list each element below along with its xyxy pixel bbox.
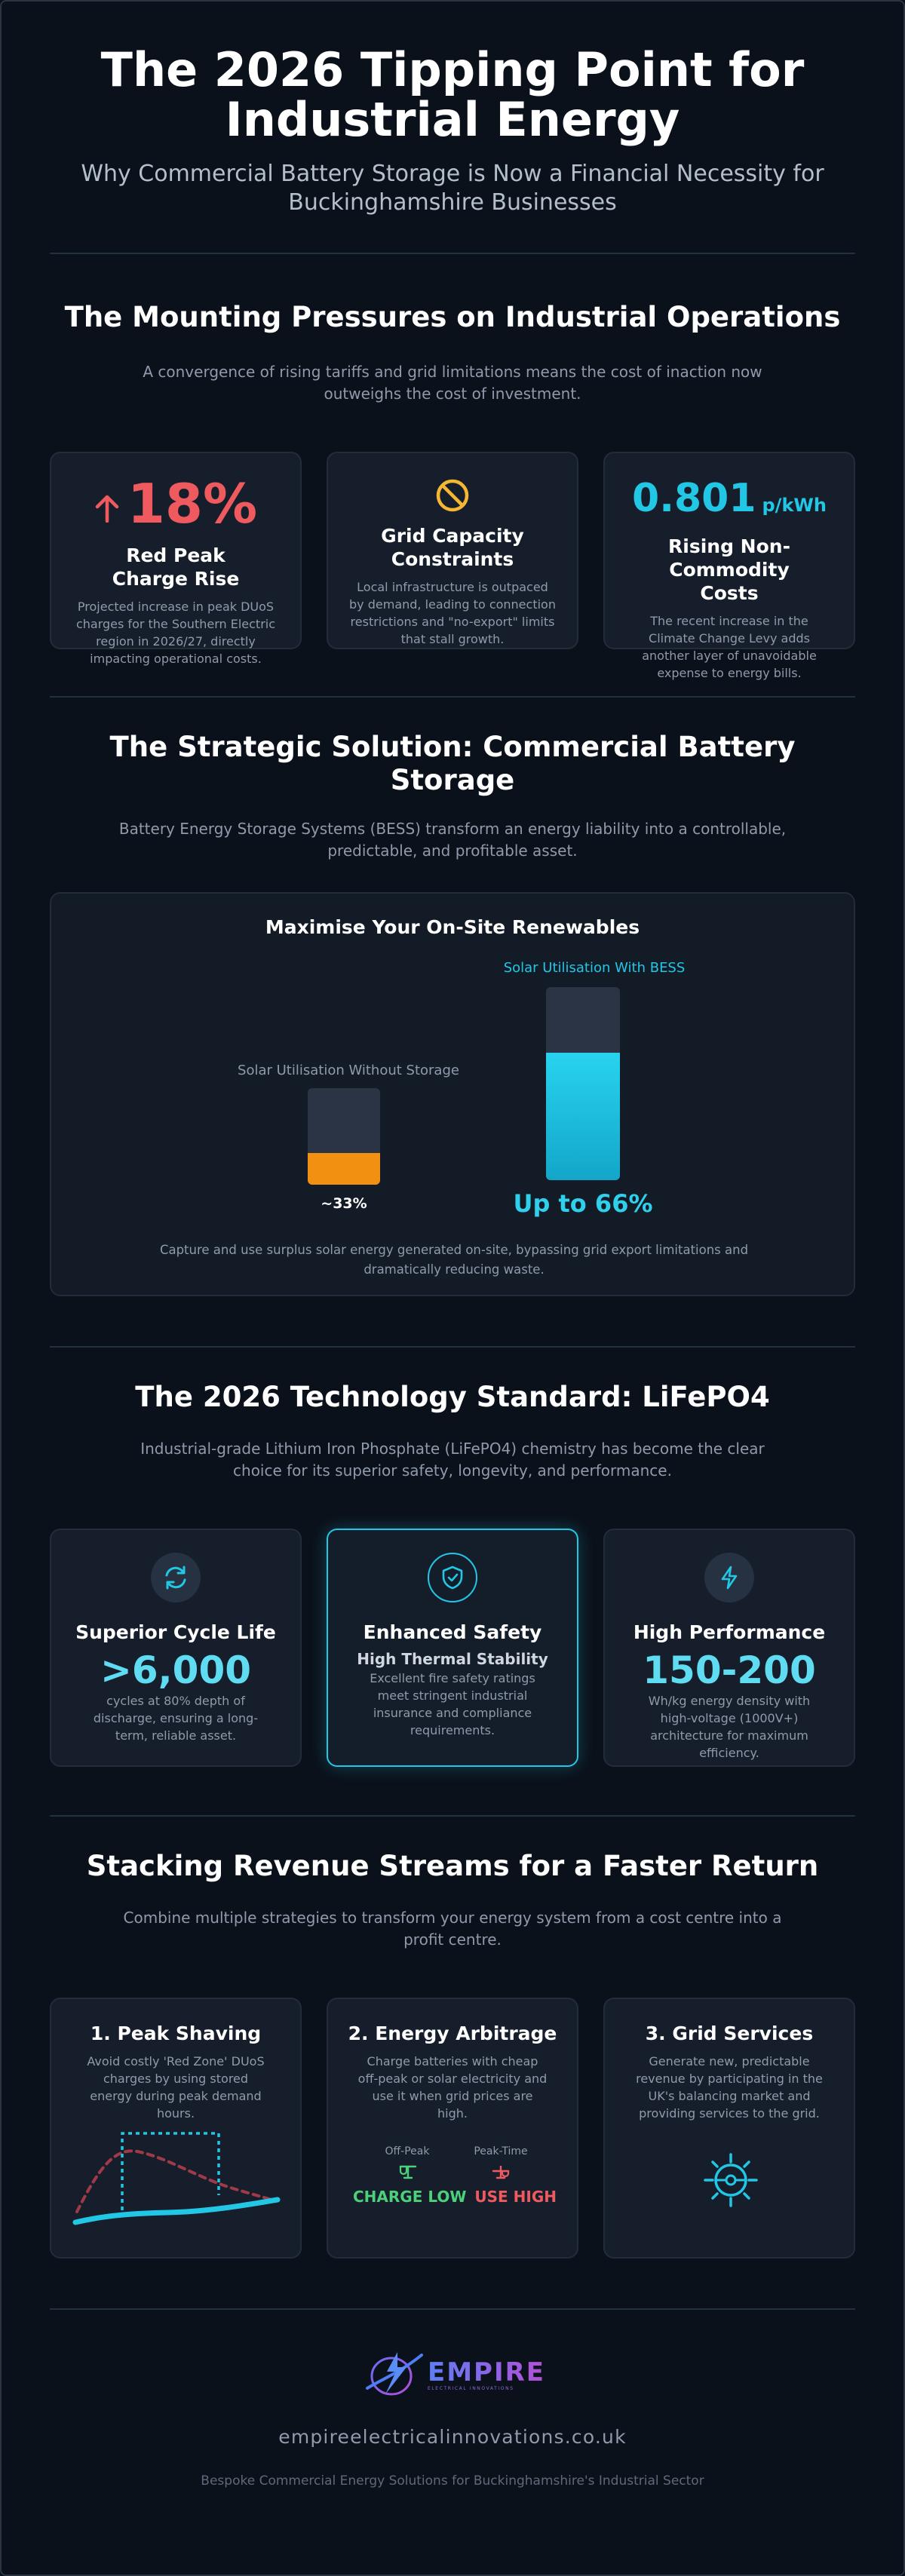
solution-section — [50, 698, 855, 1296]
card-description: Generate new, predictable revenue by participating in the UK's balancing market and providing services to the grid. — [636, 2054, 823, 2121]
technology-section — [50, 1348, 855, 1767]
without-storage-label: Solar Utilisation Without Storage — [238, 1063, 459, 1078]
lightning-globe-icon — [360, 2349, 425, 2399]
card-title: 1. Peak Shaving — [90, 2022, 262, 2044]
technology-lead: Industrial-grade Lithium Iron Phosphate (LiFePO4) chemistry has become the clear choice for its superior safety, longevity, and performance. — [140, 1440, 765, 1480]
pressures-section — [50, 254, 855, 680]
card-title: Red Peak Charge Rise — [112, 544, 240, 590]
solution-heading: The Strategic Solution: Commercial Battery Storage — [109, 731, 796, 796]
card-description: cycles at 80% depth of discharge, ensuring a long-term, reliable asset. — [93, 1694, 259, 1743]
without-storage-fill — [308, 1153, 380, 1185]
arbitrage-actions — [349, 2188, 560, 2206]
pressure-card-non-commodity — [603, 452, 855, 680]
card-title: Grid Capacity Constraints — [381, 525, 524, 570]
pressures-heading: The Mounting Pressures on Industrial Operations — [64, 301, 841, 333]
card-subtitle: High Thermal Stability — [357, 1650, 548, 1668]
card-title: Enhanced Safety — [363, 1621, 542, 1643]
with-bess-value: Up to 66% — [513, 1189, 653, 1218]
levy-value: 0.801 — [632, 476, 756, 521]
footer — [2, 2310, 903, 2489]
peak-charge-stat — [72, 474, 279, 533]
card-description: Wh/kg energy density with high-voltage (1000V+) architecture for maximum efficiency. — [648, 1694, 811, 1760]
non-commodity-stat — [626, 474, 833, 523]
page-title-line-1: The 2026 Tipping Point for — [100, 42, 805, 97]
tech-card-safety — [327, 1529, 578, 1767]
logo-wordmark — [428, 2357, 545, 2391]
panel-title: Maximise Your On-Site Renewables — [265, 916, 640, 938]
revenue-cards — [50, 1998, 855, 2259]
off-peak-label: Off-Peak — [385, 2145, 430, 2157]
peak-shaving-diagram — [69, 2121, 285, 2237]
card-description: Avoid costly 'Red Zone' DUoS charges by using stored energy during peak demand hours. — [87, 2054, 265, 2121]
peak-time-label: Peak-Time — [474, 2145, 528, 2157]
with-bess-fill — [546, 1053, 620, 1180]
grid-hub-icon — [702, 2151, 759, 2212]
without-storage-bar — [308, 1088, 380, 1185]
energy-density-stat: 150-200 — [643, 1648, 816, 1692]
website-link[interactable]: empireelectricalinnovations.co.uk — [278, 2426, 627, 2448]
revenue-card-peak-shaving — [50, 1998, 302, 2259]
pressure-card-peak-charge — [50, 452, 302, 666]
card-title: 2. Energy Arbitrage — [348, 2022, 557, 2044]
revenue-lead: Combine multiple strategies to transform your energy system from a cost centre into a profit centre. — [123, 1909, 782, 1949]
pressure-card-grid-capacity — [327, 452, 578, 649]
pressures-lead: A convergence of rising tariffs and grid limitations means the cost of inaction now outweighs the cost of investment. — [143, 363, 762, 403]
card-description: The recent increase in the Climate Change Levy adds another layer of unavoidable expense to energy bills. — [642, 614, 817, 680]
page-subtitle — [2, 160, 903, 217]
card-description: Projected increase in peak DUoS charges for the Southern Electric region in 2026/27, directly impacting operational costs. — [75, 600, 276, 666]
solar-utilisation-panel — [50, 892, 855, 1296]
shield-check-icon — [428, 1553, 477, 1602]
levy-unit: p/kWh — [762, 495, 827, 516]
revenue-card-grid-services — [603, 1998, 855, 2259]
technology-heading: The 2026 Technology Standard: LiFePO4 — [135, 1381, 770, 1413]
panel-caption: Capture and use surplus solar energy generated on-site, bypassing grid export limitations and dramatically reducing waste. — [159, 1243, 749, 1277]
with-bess-label: Solar Utilisation With BESS — [503, 960, 686, 976]
card-title: High Performance — [633, 1621, 826, 1643]
card-title: Rising Non-Commodity Costs — [668, 535, 790, 604]
card-title: 3. Grid Services — [645, 2022, 814, 2044]
with-bess-bar — [546, 987, 620, 1180]
solution-lead: Battery Energy Storage Systems (BESS) transform an energy liability into a controllable, predictable, and profitable asset. — [118, 820, 787, 860]
cycle-life-stat: >6,000 — [100, 1648, 252, 1692]
logo-text: EMPIRE — [427, 2357, 546, 2387]
card-description: Local infrastructure is outpaced by demand, leading to connection restrictions and "no-export" limits that stall growth. — [349, 580, 556, 646]
page-title-line-2: Industrial Energy — [225, 92, 680, 147]
revenue-heading: Stacking Revenue Streams for a Faster Return — [86, 1850, 819, 1882]
arrow-up-icon — [94, 494, 120, 530]
revenue-card-arbitrage — [327, 1998, 578, 2259]
logo-tagline: ELECTRICAL INNOVATIONS — [427, 2385, 514, 2391]
lightning-bolt-icon — [704, 1553, 754, 1602]
charge-low-text: CHARGE LOW — [352, 2188, 467, 2206]
card-description: Charge batteries with cheap off-peak or solar electricity and use it when grid prices are high. — [357, 2054, 548, 2121]
tech-card-cycle-life — [50, 1529, 302, 1767]
footer-tagline: Bespoke Commercial Energy Solutions for Buckinghamshire's Industrial Sector — [201, 2473, 704, 2489]
hero — [2, 2, 903, 217]
without-storage-value: ~33% — [321, 1195, 367, 1212]
tech-card-performance — [603, 1529, 855, 1767]
scale-down-icon — [398, 2164, 418, 2183]
prohibited-icon — [349, 477, 556, 514]
peak-charge-percentage: 18% — [127, 472, 258, 535]
cycle-icon — [151, 1553, 201, 1602]
pressure-cards — [50, 452, 855, 680]
technology-cards — [50, 1529, 855, 1767]
page-subtitle-line-2: Buckinghamshire Businesses — [288, 189, 617, 216]
use-high-text: USE HIGH — [474, 2188, 557, 2206]
page-title — [2, 42, 903, 147]
card-title: Superior Cycle Life — [75, 1621, 276, 1643]
company-logo — [2, 2348, 903, 2400]
page-subtitle-line-1: Why Commercial Battery Storage is Now a Financial Necessity for — [81, 161, 824, 187]
revenue-section — [50, 1817, 855, 2259]
scale-up-icon — [491, 2164, 511, 2183]
card-description: Excellent fire safety ratings meet stringent industrial insurance and compliance requirements. — [370, 1671, 535, 1737]
